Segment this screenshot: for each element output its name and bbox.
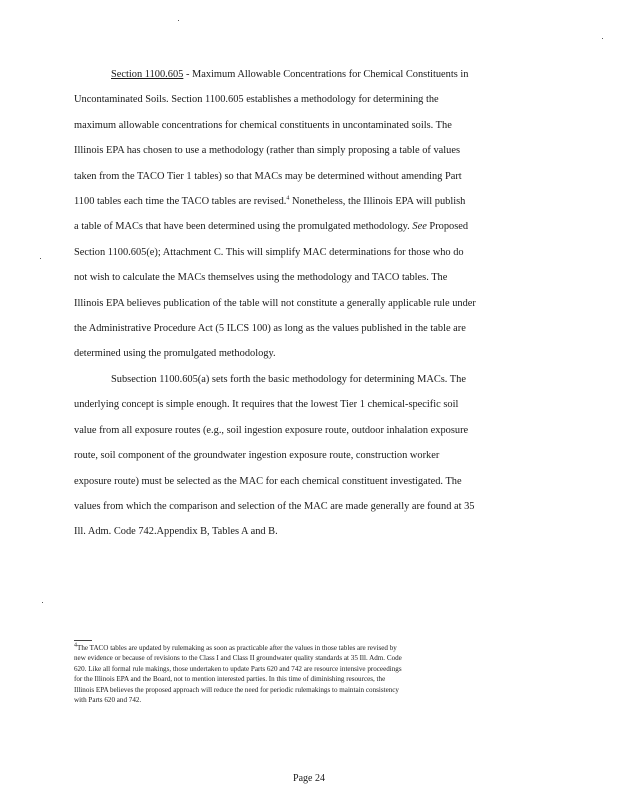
paragraph-line: Uncontaminated Soils. Section 1100.605 establishes a methodology for determining the — [74, 94, 439, 106]
paragraph-subsection-1100-605a — [74, 367, 546, 545]
footnote-line: $^4$The TACO tables are updated by rulemaking as soon as practicable after the values in those tables are revised by — [74, 642, 397, 652]
footnote-line: Illinois EPA believes the proposed approach will reduce the need for periodic rulemakings to maintain consistency — [74, 685, 399, 694]
paragraph-line: exposure route) must be selected as the MAC for each chemical constituent investigated. The — [74, 475, 462, 487]
paragraph-section-1100-605 — [74, 62, 546, 367]
paragraph-line: a table of MACs that have been determined using the promulgated methodology. See Proposed — [74, 221, 469, 233]
citation-signal: See — [412, 221, 427, 233]
paragraph-line: determined using the promulgated methodology. — [74, 348, 276, 360]
footnote-line: for the Illinois EPA and the Board, not to mention interested parties. In this time of diminishing resources, the — [74, 675, 386, 684]
footnote-line: with Parts 620 and 742. — [74, 696, 142, 705]
paragraph-line: maximum allowable concentrations for chemical constituents in uncontaminated soils. The — [74, 119, 452, 131]
footnote-reference: 4 — [286, 195, 290, 202]
footnote — [74, 643, 546, 705]
footnote-line: new evidence or because of revisions to the Class I and Class II groundwater quality standards at 35 Ill. Adm. Code — [74, 654, 402, 663]
paragraph-line: Illinois EPA believes publication of the table will not constitute a generally applicable rule under — [74, 297, 476, 309]
paragraph-line: values from which the comparison and selection of the MAC are made generally are found at 35 — [74, 500, 475, 512]
section-heading: Section 1100.605 — [111, 69, 184, 80]
footnote-divider — [74, 640, 92, 641]
paragraph-line: value from all exposure routes (e.g., soil ingestion exposure route, outdoor inhalation exposure — [74, 424, 469, 436]
footnote-line: 620. Like all formal rule makings, those undertaken to update Parts 620 and 742 are resource intensive proceedings — [74, 664, 402, 673]
paragraph-line: Ill. Adm. Code 742.Appendix B, Tables A and B. — [74, 526, 278, 538]
paragraph-line: taken from the TACO Tier 1 tables) so that MACs may be determined without amending Part — [74, 170, 462, 182]
scan-speck — [40, 258, 41, 259]
paragraph-line: underlying concept is simple enough. It requires that the lowest Tier 1 chemical-specific soil — [74, 399, 459, 411]
paragraph-line: route, soil component of the groundwater ingestion exposure route, construction worker — [74, 450, 440, 462]
scan-speck — [602, 38, 603, 39]
paragraph-line: Subsection 1100.605(a) sets forth the basic methodology for determining MACs. The — [111, 373, 466, 385]
paragraph-line: Illinois EPA has chosen to use a methodology (rather than simply proposing a table of values — [74, 145, 461, 157]
paragraph-line: Section 1100.605 - Maximum Allowable Concentrations for Chemical Constituents in — [111, 69, 469, 80]
paragraph-line: the Administrative Procedure Act (5 ILCS 100) as long as the values published in the table are — [74, 323, 466, 335]
paragraph-line: Section 1100.605(e); Attachment C. This will simplify MAC determinations for those who do — [74, 246, 464, 258]
body-text — [74, 62, 546, 545]
paragraph-line: not wish to calculate the MACs themselves using the methodology and TACO tables. The — [74, 272, 448, 284]
page-number: Page 24 — [293, 773, 325, 784]
paragraph-line: 1100 tables each time the TACO tables are revised.$^4$ Nonetheless, the Illinois EPA will publish — [74, 195, 466, 208]
scan-speck — [178, 20, 179, 21]
footnote-marker: 4 — [74, 642, 77, 649]
scan-speck — [42, 602, 43, 603]
